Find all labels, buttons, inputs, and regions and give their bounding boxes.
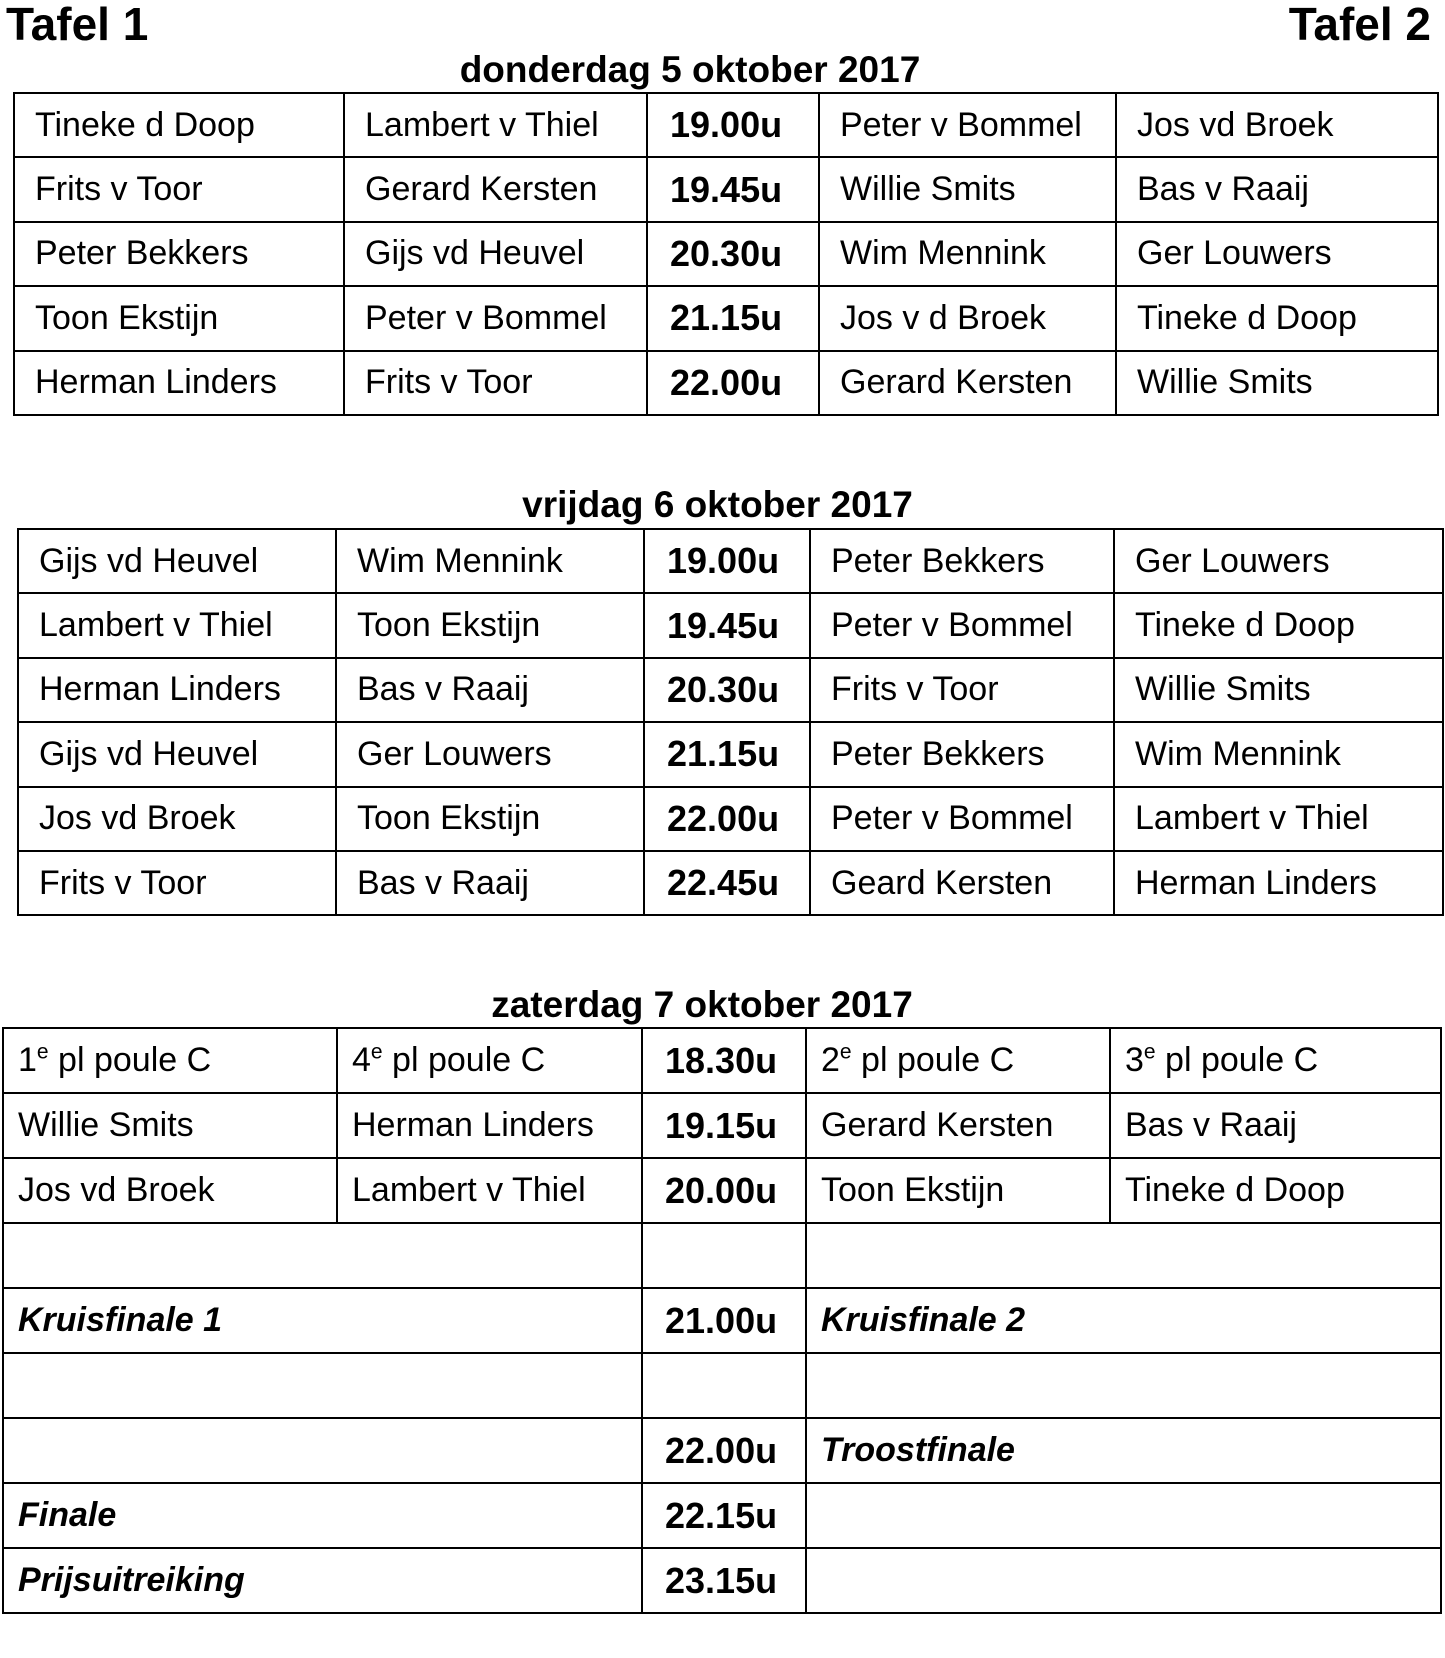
rank-suffix: e bbox=[1143, 1040, 1156, 1064]
tafel-2-player-a: Frits v Toor bbox=[810, 658, 1114, 722]
tafel-2-player-b: Tineke d Doop bbox=[1114, 593, 1443, 657]
tafel-2-player-a: Toon Ekstijn bbox=[806, 1158, 1110, 1223]
tafel-1-player-a: Frits v Toor bbox=[14, 157, 344, 221]
tafel-1-player-a: Peter Bekkers bbox=[14, 222, 344, 286]
match-time: 23.15u bbox=[642, 1548, 806, 1613]
poule-rank: 1 bbox=[18, 1041, 37, 1079]
tafel-2-player-b-placeholder bbox=[1110, 1028, 1441, 1093]
tafel-2-player-b: Ger Louwers bbox=[1116, 222, 1438, 286]
match-time: 22.45u bbox=[644, 851, 810, 915]
tafel-1-player-b: Bas v Raaij bbox=[336, 851, 644, 915]
poule-label: pl poule C bbox=[851, 1041, 1015, 1079]
tafel-1-player-b: Toon Ekstijn bbox=[336, 593, 644, 657]
tafel-2-player-a: Gerard Kersten bbox=[819, 351, 1116, 415]
table-row bbox=[14, 157, 1438, 221]
tafel-2-player-a: Peter Bekkers bbox=[810, 529, 1114, 593]
table-row bbox=[3, 1483, 1441, 1548]
table-row bbox=[18, 787, 1443, 851]
tafel-1-player-b: Frits v Toor bbox=[344, 351, 647, 415]
rank-suffix: e bbox=[370, 1040, 383, 1064]
tafel-1-player-a: Herman Linders bbox=[14, 351, 344, 415]
tafel-1-player-a: Gijs vd Heuvel bbox=[18, 722, 336, 786]
round-label-tafel-2 bbox=[806, 1353, 1441, 1418]
tafel-2-player-a: Peter v Bommel bbox=[810, 593, 1114, 657]
tafel-2-player-b: Jos vd Broek bbox=[1116, 93, 1438, 157]
match-time: 19.45u bbox=[647, 157, 819, 221]
table-row bbox=[3, 1418, 1441, 1483]
table-row bbox=[18, 593, 1443, 657]
table-row bbox=[14, 286, 1438, 350]
tafel-1-player-a: Jos vd Broek bbox=[18, 787, 336, 851]
tafel-1-player-b: Lambert v Thiel bbox=[344, 93, 647, 157]
poule-label: pl poule C bbox=[48, 1041, 212, 1079]
tafel-2-player-b: Tineke d Doop bbox=[1116, 286, 1438, 350]
tafel-1-player-a: Toon Ekstijn bbox=[14, 286, 344, 350]
round-label-tafel-2: Kruisfinale 2 bbox=[806, 1288, 1441, 1353]
tafel-1-player-b: Peter v Bommel bbox=[344, 286, 647, 350]
tafel-1-player-a: Willie Smits bbox=[3, 1093, 337, 1158]
header-tafel-1: Tafel 1 bbox=[6, 0, 149, 50]
tafel-2-player-b: Lambert v Thiel bbox=[1114, 787, 1443, 851]
tafel-2-player-a: Jos v d Broek bbox=[819, 286, 1116, 350]
table-row bbox=[3, 1158, 1441, 1223]
round-label-tafel-2: Troostfinale bbox=[806, 1418, 1441, 1483]
table-row bbox=[14, 93, 1438, 157]
tafel-2-player-a: Wim Mennink bbox=[819, 222, 1116, 286]
round-label-tafel-1 bbox=[3, 1353, 642, 1418]
tafel-2-player-a: Willie Smits bbox=[819, 157, 1116, 221]
round-label-tafel-2 bbox=[806, 1548, 1441, 1613]
tafel-1-player-a: Frits v Toor bbox=[18, 851, 336, 915]
tafel-1-player-a: Tineke d Doop bbox=[14, 93, 344, 157]
tafel-2-player-b: Willie Smits bbox=[1114, 658, 1443, 722]
day-title: zaterdag 7 oktober 2017 bbox=[491, 984, 913, 1025]
tafel-2-player-b: Bas v Raaij bbox=[1116, 157, 1438, 221]
round-label-tafel-1: Kruisfinale 1 bbox=[3, 1288, 642, 1353]
table-row bbox=[18, 529, 1443, 593]
day-title: vrijdag 6 oktober 2017 bbox=[522, 484, 913, 525]
tafel-1-player-b: Gijs vd Heuvel bbox=[344, 222, 647, 286]
match-time: 22.00u bbox=[647, 351, 819, 415]
round-label-tafel-1: Prijsuitreiking bbox=[3, 1548, 642, 1613]
table-row bbox=[18, 722, 1443, 786]
match-time bbox=[642, 1353, 806, 1418]
rank-suffix: e bbox=[839, 1040, 852, 1064]
tafel-2-player-b: Ger Louwers bbox=[1114, 529, 1443, 593]
tafel-1-player-b: Lambert v Thiel bbox=[337, 1158, 642, 1223]
schedule-table-day-3 bbox=[2, 1027, 1442, 1614]
match-time: 21.00u bbox=[642, 1288, 806, 1353]
tafel-2-player-b: Herman Linders bbox=[1114, 851, 1443, 915]
rank-suffix: e bbox=[36, 1040, 49, 1064]
match-time bbox=[642, 1223, 806, 1288]
poule-label: pl poule C bbox=[382, 1041, 546, 1079]
tafel-1-player-a: Gijs vd Heuvel bbox=[18, 529, 336, 593]
table-row bbox=[14, 222, 1438, 286]
table-row bbox=[3, 1028, 1441, 1093]
table-row bbox=[18, 851, 1443, 915]
table-row bbox=[18, 658, 1443, 722]
match-time: 19.45u bbox=[644, 593, 810, 657]
tafel-1-player-b: Wim Mennink bbox=[336, 529, 644, 593]
poule-rank: 4 bbox=[352, 1041, 371, 1079]
schedule-table-day-2 bbox=[17, 528, 1444, 916]
table-row bbox=[14, 351, 1438, 415]
table-row bbox=[3, 1288, 1441, 1353]
tafel-1-player-a: Jos vd Broek bbox=[3, 1158, 337, 1223]
tafel-2-player-a: Gerard Kersten bbox=[806, 1093, 1110, 1158]
table-row bbox=[3, 1353, 1441, 1418]
round-label-tafel-2 bbox=[806, 1223, 1441, 1288]
tafel-2-player-b: Wim Mennink bbox=[1114, 722, 1443, 786]
tafel-1-player-a: Herman Linders bbox=[18, 658, 336, 722]
match-time: 22.00u bbox=[642, 1418, 806, 1483]
round-label-tafel-2 bbox=[806, 1483, 1441, 1548]
tafel-2-player-b: Bas v Raaij bbox=[1110, 1093, 1441, 1158]
tafel-2-player-a: Peter v Bommel bbox=[810, 787, 1114, 851]
tafel-1-player-b: Ger Louwers bbox=[336, 722, 644, 786]
schedule-table-day-1 bbox=[13, 92, 1439, 416]
round-label-tafel-1 bbox=[3, 1223, 642, 1288]
match-time: 20.00u bbox=[642, 1158, 806, 1223]
tafel-2-player-b: Willie Smits bbox=[1116, 351, 1438, 415]
match-time: 19.00u bbox=[644, 529, 810, 593]
table-row bbox=[3, 1093, 1441, 1158]
match-time: 21.15u bbox=[644, 722, 810, 786]
match-time: 21.15u bbox=[647, 286, 819, 350]
tafel-1-player-a-placeholder bbox=[3, 1028, 337, 1093]
round-label-tafel-1: Finale bbox=[3, 1483, 642, 1548]
round-label-tafel-1 bbox=[3, 1418, 642, 1483]
header-tafel-2: Tafel 2 bbox=[1288, 0, 1431, 50]
tafel-2-player-a: Peter v Bommel bbox=[819, 93, 1116, 157]
poule-label: pl poule C bbox=[1155, 1041, 1319, 1079]
day-title: donderdag 5 oktober 2017 bbox=[459, 49, 921, 90]
tafel-1-player-a: Lambert v Thiel bbox=[18, 593, 336, 657]
tafel-2-player-b: Tineke d Doop bbox=[1110, 1158, 1441, 1223]
match-time: 20.30u bbox=[647, 222, 819, 286]
match-time: 18.30u bbox=[642, 1028, 806, 1093]
match-time: 22.00u bbox=[644, 787, 810, 851]
tafel-1-player-b: Bas v Raaij bbox=[336, 658, 644, 722]
match-time: 19.00u bbox=[647, 93, 819, 157]
tafel-2-player-a: Geard Kersten bbox=[810, 851, 1114, 915]
match-time: 20.30u bbox=[644, 658, 810, 722]
poule-rank: 2 bbox=[821, 1041, 840, 1079]
tafel-2-player-a-placeholder bbox=[806, 1028, 1110, 1093]
poule-rank: 3 bbox=[1125, 1041, 1144, 1079]
match-time: 22.15u bbox=[642, 1483, 806, 1548]
tafel-1-player-b-placeholder bbox=[337, 1028, 642, 1093]
table-row bbox=[3, 1548, 1441, 1613]
match-time: 19.15u bbox=[642, 1093, 806, 1158]
tafel-1-player-b: Herman Linders bbox=[337, 1093, 642, 1158]
table-row bbox=[3, 1223, 1441, 1288]
tafel-1-player-b: Gerard Kersten bbox=[344, 157, 647, 221]
tafel-2-player-a: Peter Bekkers bbox=[810, 722, 1114, 786]
tafel-1-player-b: Toon Ekstijn bbox=[336, 787, 644, 851]
